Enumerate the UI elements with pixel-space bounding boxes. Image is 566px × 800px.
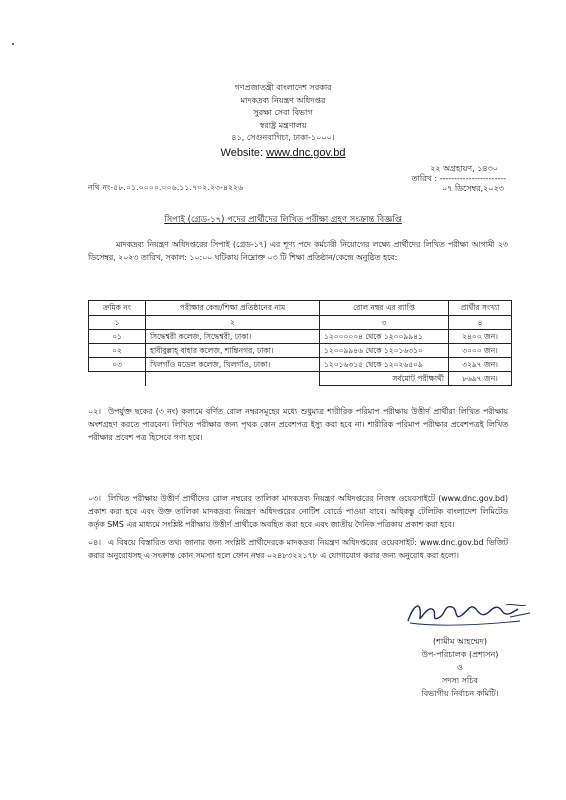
website-line xyxy=(0,146,566,161)
table-header-row xyxy=(89,301,512,316)
subject-line xyxy=(0,215,566,226)
address: ৪১, সেগুনবাগিচা, ঢাকা-১০০০। xyxy=(231,133,335,142)
department-name: মাদকদ্রব্য নিয়ন্ত্রণ অধিদপ্তর xyxy=(240,95,326,105)
paragraph-4-number: ০৪। xyxy=(88,538,101,547)
paragraph-2-text: উপর্যুক্ত ছকের (৩ নং) কলামে বর্ণিত রোল নম্বরসমূহের মধ্যে শুধুমাত্র শারীরিক পরিমাপ পরীক্ষায় উত্তীর্ণ প্রার্থীরা লিখিত পরীক্ষায় অংশগ্রহণ করতে পারবেন। লিখিত পরীক্ষার জন্য পৃথক কোন প্রবেশপত্র ইস্যু করা হবে না। শারীরিক পরিমাপ পরীক্ষার প্রবেশপত্রই লিখিত পরীক্ষার প্রবেশ পত্র হিসেবে গণ্য হবে। xyxy=(88,407,508,442)
memo-number: নথি নং-৫৮.০১.০০০০.০০৬.১১.৭০২.২৩-৪২২৬ xyxy=(88,183,244,192)
index-cell: ২ xyxy=(146,316,320,330)
signer-conjunction: ও xyxy=(457,663,463,672)
table-row xyxy=(89,358,512,372)
signature-block xyxy=(390,635,530,700)
row-range: ১২০০০০০৪ থেকে ১২০০৯৯৪১ xyxy=(320,330,449,344)
empty-cell xyxy=(146,372,320,386)
paragraph-3-number: ০৩। xyxy=(88,494,101,503)
govt-name: গণপ্রজাতন্ত্রী বাংলাদেশ সরকার xyxy=(234,83,332,92)
total-label: সর্বমোট পরীক্ষার্থী xyxy=(320,372,449,386)
intro-paragraph: মাদকদ্রব্য নিয়ন্ত্রণ অধিদপ্তরের সিপাই (গ্রেড-১৭) এর শূণ্য পদে কর্মচারী নিয়োগের লক্ষ্যে প্রার্থীদের লিখিত পরীক্ষা আগামী ২৩ ডিসেম্বর, ২০২৩ তারিখ, সকাল: ১০:০০ ঘটিকায় নিম্নোক্ত ০৩ টি শিক্ষা প্রতিষ্ঠান/কেন্দ্রে অনুষ্ঠিত হবে: xyxy=(88,240,508,262)
row-center: খিলগাঁও মডেল কলেজ, খিলগাঁও, ঢাকা। xyxy=(146,358,320,372)
signer-role-2: বিভাগীয় নির্বাচন কমিটি। xyxy=(421,689,499,698)
index-cell: ১ xyxy=(89,316,146,330)
subject-text: সিপাই (গ্রেড-১৭) পদের প্রার্থীদের লিখিত পরীক্ষা গ্রহণ সংক্রান্ত বিজ্ঞপ্তি xyxy=(164,215,402,225)
paragraph-3-text: লিখিত পরীক্ষায় উত্তীর্ণ প্রার্থীদের রোল নম্বরের তালিকা মাদকদ্রব্য নিয়ন্ত্রণ অধিদপ্তরের নিজস্ব ওয়েবসাইটে (www.dnc.gov.bd) প্রকাশ করা হবে এবং উক্ত তালিকা মাদকদ্রব্য নিয়ন্ত্রণ অধিদপ্তরের নোটিশ বোর্ডে পাওয়া যাবে। অধিকন্তু টেলিটক বাংলাদেশ লিমিটেড কর্তৃক SMS এর মাধ্যমে সংশ্লিষ্ট পরীক্ষায় উত্তীর্ণ প্রার্থীকে অবহিত করা হবে এবং জাতীয় দৈনিক পত্রিকায় প্রকাশ করা হবে। xyxy=(88,494,508,529)
header-center: পরীক্ষার কেন্দ্র/শিক্ষা প্রতিষ্ঠানের নাম xyxy=(146,301,320,316)
division-name: সুরক্ষা সেবা বিভাগ xyxy=(253,108,313,117)
website-link[interactable]: www.dnc.gov.bd xyxy=(266,146,346,159)
header-range: রোল নম্বর এর ব্যাপ্তি xyxy=(320,301,449,316)
signer-title: উপ-পরিচালক (প্রশাসন) xyxy=(421,650,499,659)
index-cell: ৩ xyxy=(320,316,449,330)
signer-name: (শামীম আহম্মেদ) xyxy=(433,637,487,646)
paragraph-4 xyxy=(88,536,508,562)
handwritten-signature xyxy=(400,593,540,633)
paragraph-3 xyxy=(88,492,508,531)
header-sl: ক্রমিক নং xyxy=(89,301,146,316)
total-value: ৮৬৯৭ জন। xyxy=(449,372,512,386)
ministry-name: স্বরাষ্ট্র মন্ত্রণালয় xyxy=(259,120,307,130)
row-sl: ০১ xyxy=(89,330,146,344)
index-cell: ৪ xyxy=(449,316,512,330)
row-sl: ০৩ xyxy=(89,358,146,372)
date-label: তারিখ : ----------------------- xyxy=(411,174,506,183)
row-range: ১২০১৬৩১৫ থেকে ১২০২৬৫০৯ xyxy=(320,358,449,372)
row-count: ৩২৯৭ জন। xyxy=(449,358,512,372)
paragraph-2-number: ০২। xyxy=(88,407,101,416)
date-english: ০৭ ডিসেম্বর,২০২৩ xyxy=(441,184,504,193)
date-block xyxy=(412,164,506,194)
empty-cell xyxy=(89,372,146,386)
exam-center-table xyxy=(88,300,512,386)
table-row xyxy=(89,344,512,358)
row-count: ৩০০০ জন। xyxy=(449,344,512,358)
row-center: হাবীবুল্লাহ্ বাহার কলেজ, শান্তিনগর, ঢাকা। xyxy=(146,344,320,358)
letterhead xyxy=(0,82,566,161)
table-index-row xyxy=(89,316,512,330)
row-count: ২৪০০ জন। xyxy=(449,330,512,344)
table-total-row xyxy=(89,372,512,386)
row-sl: ০২ xyxy=(89,344,146,358)
header-count: প্রার্থীর সংখ্যা xyxy=(449,301,512,316)
website-label: Website: xyxy=(220,146,267,159)
date-bangla: ২২ অগ্রহায়ণ, ১৪৩০ xyxy=(430,164,498,173)
paragraph-2 xyxy=(88,405,508,444)
table-row xyxy=(89,330,512,344)
row-range: ১২০০৯৯৪৬ থেকে ১২০১৬৩১০ xyxy=(320,344,449,358)
paragraph-4-text: এ বিষয়ে বিস্তারিত তথ্য জানার জন্য সংশ্লিষ্ট প্রার্থীদেরকে মাদকদ্রব্য নিয়ন্ত্রণ অধিদপ্তরের ওয়েবসাইট: www.dnc.gov.bd ভিজিট করার অনুরোধসহ এ সংক্রান্ত কোন সমস্যা হলে ফোন নম্বর ০২৪৮৩২২১৭৮ এ যোগাযোগ করার জন্য অনুরোধ করা হলো। xyxy=(88,538,508,560)
row-center: সিদ্ধেশ্বরী কলেজ, সিদ্ধেশ্বরী, ঢাকা। xyxy=(146,330,320,344)
signer-role-1: সদস্য সচিব xyxy=(442,676,478,685)
scan-speck xyxy=(12,43,14,45)
